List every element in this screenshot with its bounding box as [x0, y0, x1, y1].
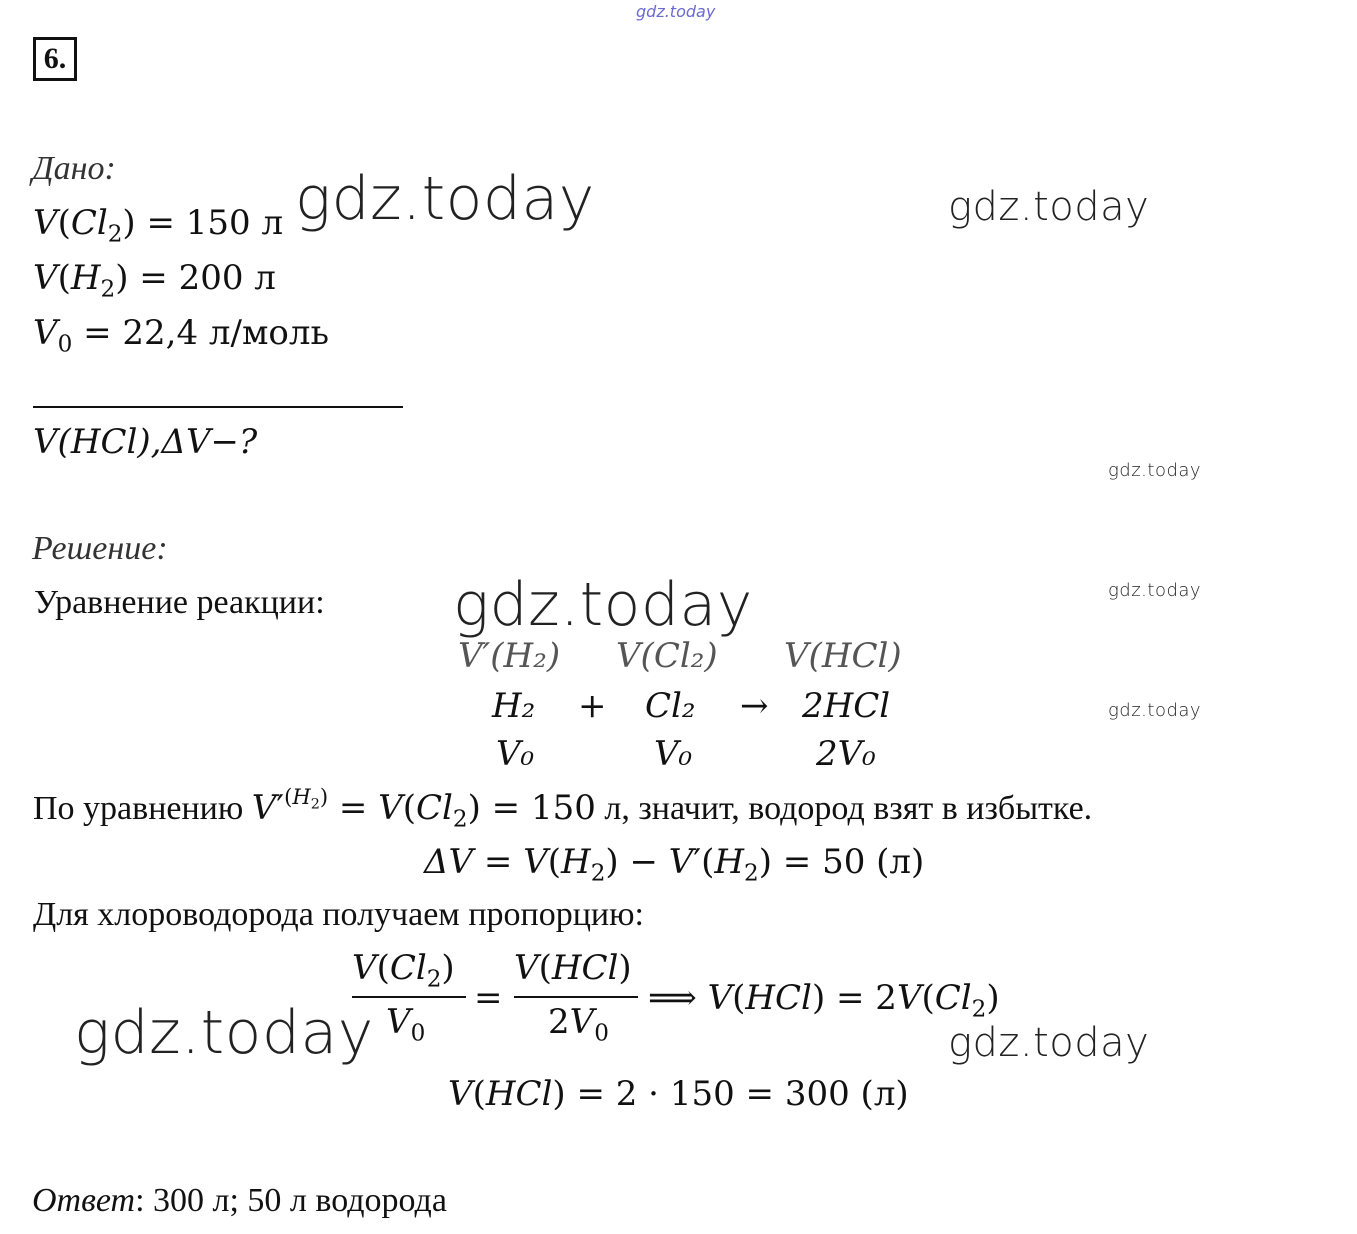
- above-hcl: V(HCl): [784, 636, 902, 676]
- unit: л: [889, 842, 912, 882]
- given-cl2: $V(Cl_2) = 150$ л: [33, 203, 284, 248]
- reaction-h2: H₂: [492, 686, 536, 726]
- above-h2: V′(H₂): [458, 636, 561, 676]
- frac2-num: V(HCl): [514, 948, 632, 988]
- excess-value: 50: [822, 842, 866, 882]
- problem-number: 6.: [33, 37, 77, 81]
- top-watermark: gdz.today: [636, 2, 716, 21]
- below-hcl: 2V₀: [816, 734, 876, 774]
- cl2-repeat: 150: [530, 788, 596, 828]
- frac1-num: $V(Cl_2)$: [352, 948, 455, 993]
- reaction-hcl: 2HCl: [802, 686, 891, 726]
- watermark: gdz.today: [948, 184, 1150, 230]
- frac1-den: $V_0$: [386, 1002, 426, 1047]
- watermark: gdz.today: [948, 1020, 1150, 1066]
- unit: л: [261, 203, 284, 243]
- result-line: V(HCl) = 2 · 150 = 300 (л): [448, 1074, 909, 1114]
- watermark: gdz.today: [295, 164, 595, 234]
- cl2-value: 150: [185, 203, 251, 243]
- proportion-intro: Для хлороводорода получаем пропорцию:: [33, 896, 644, 933]
- watermark: gdz.today: [1108, 580, 1202, 601]
- above-cl2: V(Cl₂): [616, 636, 718, 676]
- cl2-in-result: 150: [669, 1074, 735, 1114]
- watermark: gdz.today: [1108, 700, 1202, 721]
- watermark: gdz.today: [74, 998, 374, 1068]
- answer-text: : 300 л; 50 л водорода: [135, 1182, 447, 1219]
- below-cl2: V₀: [654, 734, 693, 774]
- solution-heading: Решение:: [32, 530, 168, 567]
- implication: ⟹ $V(HCl) = 2V(Cl_2)$: [648, 978, 1000, 1023]
- given-h2: $V(H_2) = 200$ л: [33, 258, 276, 303]
- unit: л: [254, 258, 276, 298]
- reaction-arrow: →: [740, 686, 769, 726]
- equals-sign: =: [474, 978, 503, 1018]
- watermark: gdz.today: [1108, 460, 1202, 481]
- below-h2: V₀: [496, 734, 535, 774]
- equation-intro: Уравнение реакции:: [34, 584, 325, 621]
- given-heading: Дано:: [32, 150, 116, 187]
- watermark: gdz.today: [453, 570, 753, 640]
- by-equation-suffix: л, значит, водород взят в избытке.: [604, 790, 1093, 827]
- unit: л/моль: [208, 313, 329, 353]
- reaction-plus: +: [578, 686, 607, 726]
- delta-v-line: $\Delta V = V(H_2) - V'(H_2) = 50$ (л): [424, 842, 925, 887]
- result-value: 300: [784, 1074, 850, 1114]
- frac2-den: $2V_0$: [548, 1002, 609, 1047]
- answer-label: Ответ: [32, 1182, 136, 1219]
- v0-value: 22,4: [122, 313, 199, 353]
- find-line: V(HCl),ΔV−?: [33, 422, 258, 462]
- reaction-cl2: Cl₂: [645, 686, 696, 726]
- unit: л: [873, 1074, 896, 1114]
- answer-line: [32, 1182, 447, 1220]
- by-equation-line: По уравнению $V'^{(H_2)} = V(Cl_2) = 150$ л, значит, водород взят в избытке.: [33, 784, 1093, 833]
- given-divider: [33, 406, 403, 408]
- frac2-bar: [514, 996, 638, 998]
- given-v0: $V_0 = 22,4$ л/моль: [33, 313, 329, 358]
- by-equation-prefix: По уравнению: [33, 790, 244, 827]
- h2-value: 200: [178, 258, 244, 298]
